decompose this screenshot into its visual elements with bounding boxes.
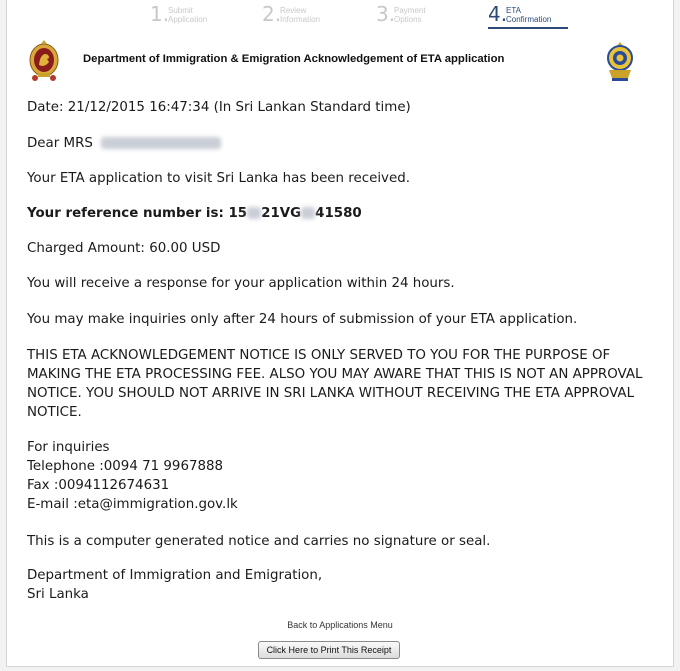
step-label: Payment Options bbox=[394, 6, 426, 24]
page-title: Department of Immigration & Emigration Acknowledgement of ETA application bbox=[83, 53, 505, 65]
step-number: 2. bbox=[262, 2, 282, 26]
reference-number: Your reference number is: 15 21VG 41580 bbox=[27, 206, 362, 221]
step-payment-options bbox=[376, 3, 446, 27]
greeting: Dear MRS bbox=[27, 136, 221, 151]
computer-generated-note: This is a computer generated notice and carries no signature or seal. bbox=[27, 534, 491, 549]
received-message: Your ETA application to visit Sri Lanka has been received. bbox=[27, 171, 410, 186]
step-eta-confirmation bbox=[488, 3, 568, 29]
step-label: Review Information bbox=[280, 6, 321, 24]
progress-steps bbox=[150, 3, 580, 29]
sri-lanka-emblem-icon bbox=[28, 38, 60, 82]
back-to-applications-link[interactable]: Back to Applications Menu bbox=[287, 620, 393, 630]
step-label: Submit Application bbox=[168, 6, 208, 24]
step-review-information bbox=[262, 3, 348, 27]
step-number: 3. bbox=[376, 2, 396, 26]
date-line: Date: 21/12/2015 16:47:34 (In Sri Lankan Standard time) bbox=[27, 100, 411, 115]
redacted-reference-part bbox=[247, 207, 261, 219]
redacted-name bbox=[101, 137, 221, 149]
print-receipt-button[interactable]: Click Here to Print This Receipt bbox=[258, 641, 400, 659]
approval-warning: THIS ETA ACKNOWLEDGEMENT NOTICE IS ONLY SERVED TO YOU FOR THE PURPOSE OF MAKING THE ETA PROCESSING FEE. ALSO YOU MAY AWARE THAT THIS IS NOT AN APPROVAL NOTICE. YOU SHOULD NOT ARRIVE IN SRI LANKA WITHOUT RECEIVING THE ETA APPROVAL NOTICE. bbox=[27, 348, 643, 420]
email: E-mail :eta@immigration.gov.lk bbox=[27, 497, 238, 512]
inquiries-note: You may make inquiries only after 24 hours of submission of your ETA application. bbox=[27, 312, 578, 327]
charged-amount: Charged Amount: 60.00 USD bbox=[27, 241, 221, 256]
telephone: Telephone :0094 71 9967888 bbox=[27, 459, 224, 474]
response-time-note: You will receive a response for your application within 24 hours. bbox=[27, 276, 455, 291]
step-label: ETA Confirmation bbox=[506, 6, 552, 24]
country: Sri Lanka bbox=[27, 587, 89, 602]
fax: Fax :0094112674631 bbox=[27, 478, 170, 493]
department-name: Department of Immigration and Emigration, bbox=[27, 568, 323, 583]
step-number: 4. bbox=[488, 2, 508, 26]
step-number: 1. bbox=[150, 2, 170, 26]
department-logo-icon bbox=[603, 40, 637, 82]
redacted-reference-part bbox=[301, 207, 315, 219]
step-submit-application bbox=[150, 3, 230, 27]
contact-heading: For inquiries bbox=[27, 440, 110, 455]
